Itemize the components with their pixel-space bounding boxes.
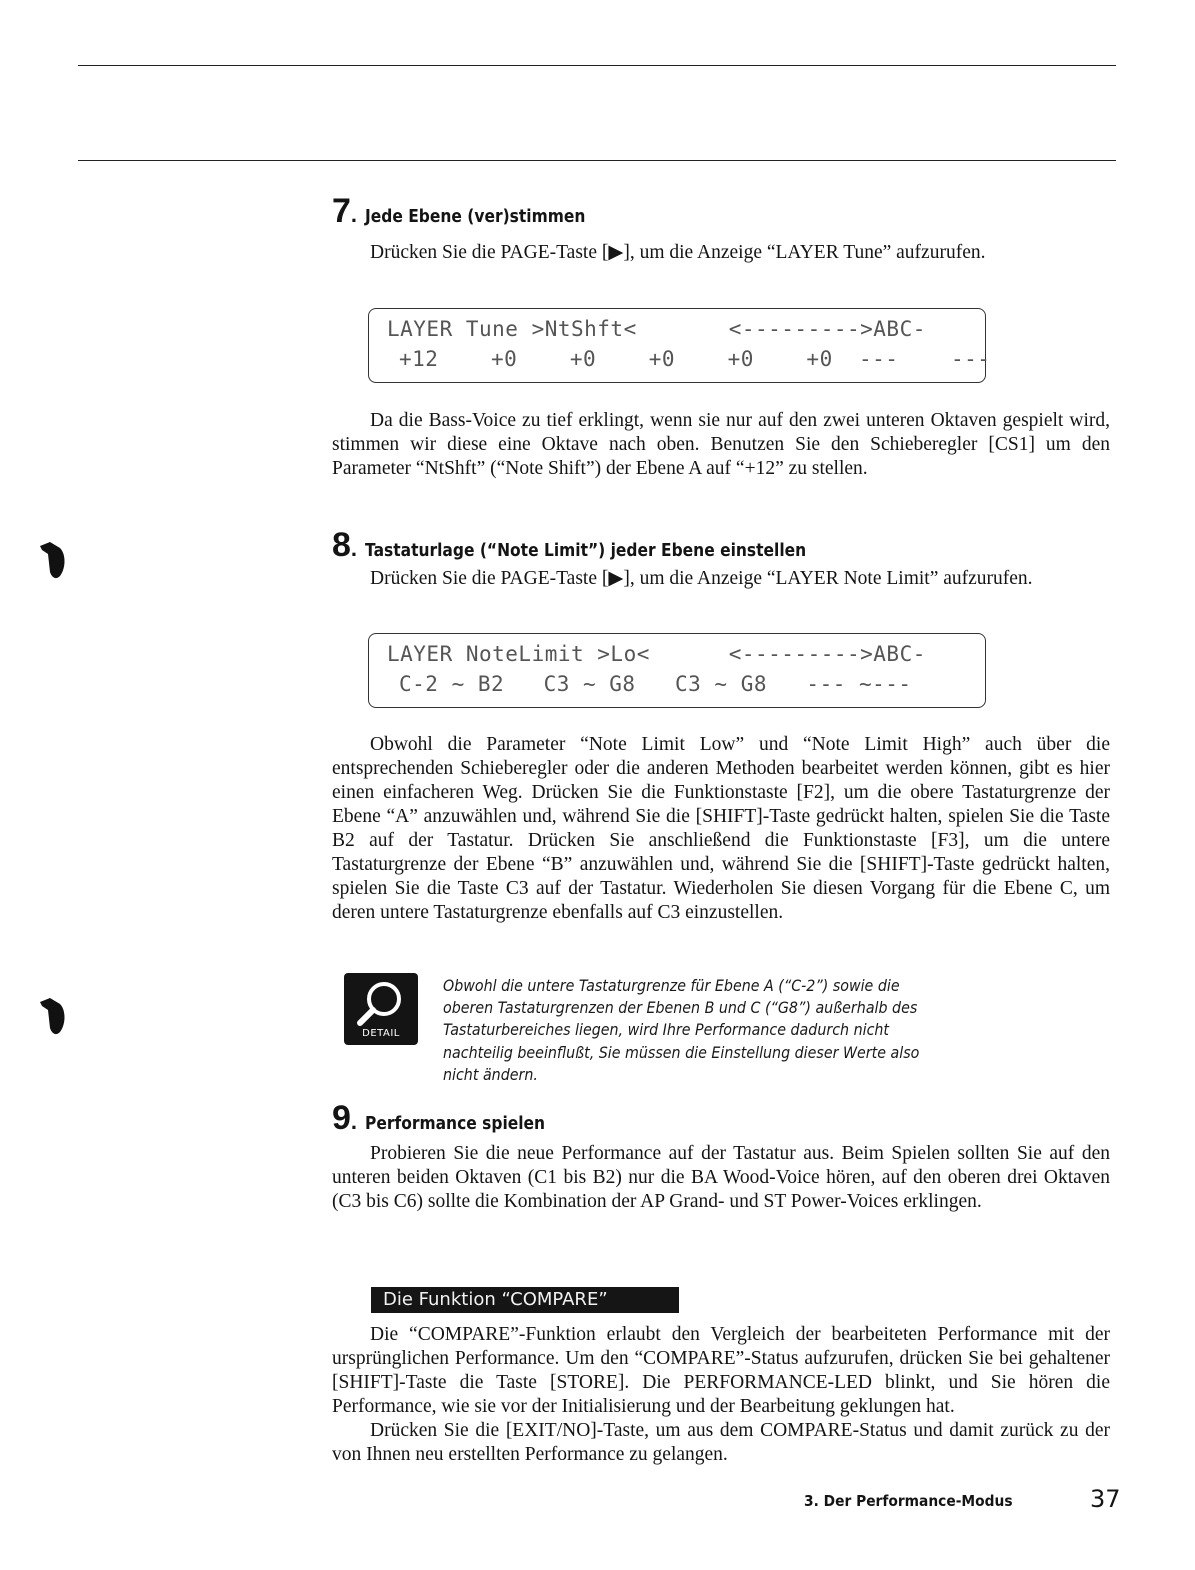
- paragraph: Obwohl die Parameter “Note Limit Low” und “Note Limit High” auch über die entsprechenden Schieberegler oder die anderen Methoden bearbeitet werden können, gibt es hier einen einfacheren Weg. Drücken Sie die Funktionstaste [F2], um die obere Tastaturgrenze der Ebene “A” anzuwählen und, während Sie die [SHIFT]-Taste gedrückt halten, spielen Sie die Taste B2 auf der Tastatur. Drücken Sie anschließend die Funktionstaste [F3], um die untere Tastaturgrenze der Ebene “B” anzuwählen und, während Sie die [SHIFT]-Taste gedrückt halten, spielen Sie die Taste C3 auf der Tastatur. Wiederholen Sie diesen Vorgang für die Ebene C, um deren untere Tastaturgrenze ebenfalls auf C3 einzustellen.: [332, 734, 1110, 923]
- header-rule: [78, 160, 1116, 161]
- top-rule: [78, 65, 1116, 66]
- footer-chapter-title: 3. Der Performance-Modus: [804, 1492, 1013, 1510]
- step-title: Jede Ebene (ver)stimmen: [365, 206, 586, 227]
- lcd-display-note-limit: [368, 633, 986, 708]
- paragraph: Da die Bass-Voice zu tief erklingt, wenn sie nur auf den zwei unteren Oktaven gespielt wird, stimmen wir diese eine Oktave nach oben. Benutzen Sie den Schieberegler [CS1] um den Parameter “NtShft” (“Note Shift”) der Ebene A auf “+12” zu stellen.: [332, 410, 1110, 479]
- step-title: Tastaturlage (“Note Limit”) jeder Ebene einstellen: [365, 540, 807, 561]
- lcd-line-1: LAYER NoteLimit >Lo< <--------->ABC-: [387, 642, 926, 666]
- step-title: Performance spielen: [365, 1113, 546, 1134]
- tab-marker-icon: [38, 540, 68, 580]
- step-9-heading: 9 . Performance spielen: [332, 1099, 546, 1137]
- paragraph: Drücken Sie die PAGE-Taste [▶], um die Anzeige “LAYER Note Limit” aufzurufen.: [370, 568, 1033, 589]
- step-7-heading: 7 . Jede Ebene (ver)stimmen: [332, 192, 586, 230]
- detail-magnifier-icon: [344, 973, 418, 1045]
- tab-marker-icon: [38, 996, 68, 1036]
- step-8-body: [332, 733, 1110, 925]
- compare-section-body: [332, 1323, 1110, 1467]
- step-8-intro: [332, 567, 1110, 591]
- paragraph: Drücken Sie die PAGE-Taste [▶], um die Anzeige “LAYER Tune” aufzurufen.: [370, 242, 986, 263]
- lcd-line-2: +12 +0 +0 +0 +0 +0 --- ---: [399, 347, 991, 371]
- section-heading-compare: Die Funktion “COMPARE”: [371, 1287, 679, 1313]
- paragraph: Drücken Sie die [EXIT/NO]-Taste, um aus dem COMPARE-Status und damit zurück zu der von Ihnen neu erstellten Performance zu gelangen.: [332, 1420, 1110, 1465]
- step-7-body: [332, 409, 1110, 481]
- step-number: 9: [332, 1099, 351, 1137]
- step-number: 7: [332, 192, 351, 230]
- step-7-intro: [332, 241, 1110, 265]
- step-number: 8: [332, 526, 351, 564]
- step-9-body: [332, 1142, 1110, 1214]
- lcd-line-2: C-2 ~ B2 C3 ~ G8 C3 ~ G8 --- ~---: [399, 672, 912, 696]
- detail-note-text: Obwohl die untere Tastaturgrenze für Ebene A (“C-2”) sowie die oberen Tastaturgrenzen der Ebenen B und C (“G8”) außerhalb des Tastaturbereiches liegen, wird Ihre Performance dadurch nicht nachteilig beeinflußt, Sie müssen die Einstellung dieser Werte also nicht ändern.: [443, 976, 920, 1084]
- lcd-display-layer-tune: [368, 308, 991, 383]
- page-number: 37: [1090, 1485, 1121, 1513]
- lcd-line-1: LAYER Tune >NtShft< <--------->ABC-: [387, 317, 926, 341]
- detail-label: DETAIL: [362, 1028, 400, 1039]
- step-8-heading: 8 . Tastaturlage (“Note Limit”) jeder Ebene einstellen: [332, 526, 807, 564]
- paragraph: Probieren Sie die neue Performance auf der Tastatur aus. Beim Spielen sollten Sie auf den unteren beiden Oktaven (C1 bis B2) nur die BA Wood-Voice hören, auf den oberen drei Oktaven (C3 bis C6) sollte die Kombination der AP Grand- und ST Power-Voices erklingen.: [332, 1143, 1110, 1212]
- paragraph: Die “COMPARE”-Funktion erlaubt den Vergleich der bearbeiteten Performance mit der ursprünglichen Performance. Um den “COMPARE”-Status aufzurufen, drücken Sie bei gehaltener [SHIFT]-Taste die Taste [STORE]. Die PERFORMANCE-LED blinkt, und Sie hören die Performance, wie sie vor der Initialisierung und der Bearbeitung geklungen hat.: [332, 1324, 1110, 1417]
